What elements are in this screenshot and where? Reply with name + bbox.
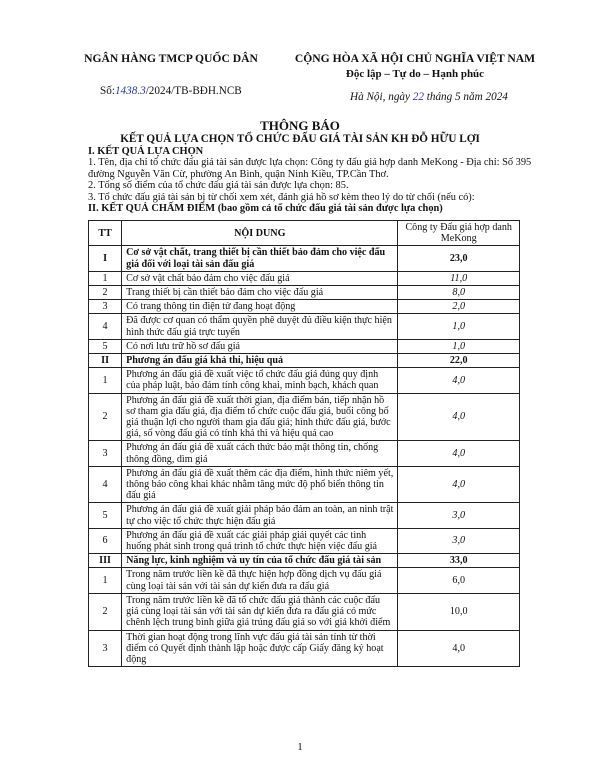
row-score: 8,0 (398, 286, 520, 300)
table-row (89, 339, 520, 353)
doc-number-prefix: Số: (100, 85, 115, 97)
table-body (89, 246, 520, 667)
row-number: 1 (89, 271, 122, 285)
table-row (89, 300, 520, 314)
row-number: 5 (89, 503, 122, 528)
date-suffix: tháng 5 năm 2024 (426, 91, 508, 103)
table-row (89, 568, 520, 593)
row-content: Có nơi lưu trữ hồ sơ đấu giá (122, 339, 398, 353)
row-number: II (89, 354, 122, 368)
row-content: Đã được cơ quan có thẩm quyền phê duyệt đủ điều kiện thực hiện hình thức đấu giá trực tuyến (122, 314, 398, 339)
table-header-row (89, 221, 520, 246)
row-score: 3,0 (398, 503, 520, 528)
row-content: Cơ sở vật chất, trang thiết bị cần thiết bảo đảm cho việc đấu giá đối với loại tài sản đấu giá (122, 246, 398, 271)
row-score: 22,0 (398, 354, 520, 368)
date-day-handwritten: 22 (412, 91, 424, 103)
section-heading: I. KẾT QUẢ LỰA CHỌN (88, 146, 204, 157)
score-table (88, 220, 520, 667)
row-number: 3 (89, 630, 122, 667)
row-score: 6,0 (398, 568, 520, 593)
row-number: 5 (89, 339, 122, 353)
column-header-content: NỘI DUNG (122, 221, 398, 246)
row-number: 4 (89, 466, 122, 503)
table-row (89, 593, 520, 630)
row-score: 4,0 (398, 368, 520, 393)
table-row (89, 271, 520, 285)
section-heading: II. KẾT QUẢ CHẤM ĐIỂM (bao gồm cả tổ chức đấu giá tài sản được lựa chọn) (88, 203, 443, 215)
row-content: Trang thiết bị cần thiết bảo đảm cho việc đấu giá (122, 286, 398, 300)
document-number (100, 85, 242, 97)
row-score: 3,0 (398, 528, 520, 553)
row-score: 11,0 (398, 271, 520, 285)
table-row (89, 368, 520, 393)
table-row (89, 466, 520, 503)
doc-number-suffix: /2024/TB-BĐH.NCB (145, 85, 242, 97)
document-title: THÔNG BÁO (260, 118, 340, 133)
column-header-tt: TT (89, 221, 122, 246)
row-number: 3 (89, 300, 122, 314)
row-number: 4 (89, 314, 122, 339)
paragraph: 2. Tổng số điểm của tổ chức đấu giá tài sản được lựa chọn: 85. (88, 180, 349, 192)
row-content: Phương án đấu giá đề xuất các giải pháp giải quyết các tình huống phát sinh trong quá trình tổ chức thực hiện việc đấu giá (122, 528, 398, 553)
doc-number-handwritten: 1438.3 (114, 85, 146, 97)
row-number: I (89, 246, 122, 271)
issue-date (350, 91, 508, 103)
paragraph: 3. Tổ chức đấu giá tài sản bị từ chối xem xét, đánh giá hồ sơ kèm theo lý do từ chối (nếu có): (88, 191, 475, 203)
row-number: 6 (89, 528, 122, 553)
country-name: CỘNG HÒA XÃ HỘI CHỦ NGHĨA VIỆT NAM (294, 52, 536, 65)
column-header-score: Công ty Đấu giá hợp danh MeKong (398, 221, 520, 246)
row-content: Phương án đấu giá đề xuất cách thức bảo mật thông tin, chống thông đồng, dìm giá (122, 441, 398, 466)
row-number: 1 (89, 568, 122, 593)
row-score: 2,0 (398, 300, 520, 314)
row-score: 4,0 (398, 441, 520, 466)
row-content: Có trang thông tin điện tử đang hoạt động (122, 300, 398, 314)
national-motto: Độc lập – Tự do – Hạnh phúc (345, 68, 485, 80)
table-row (89, 441, 520, 466)
row-number: 2 (89, 393, 122, 441)
page-number: 1 (297, 741, 303, 753)
date-prefix: Hà Nội, ngày (350, 91, 410, 103)
row-content: Cơ sở vật chất bảo đảm cho việc đấu giá (122, 271, 398, 285)
paragraph: 1. Tên, địa chỉ tổ chức đấu giá tài sản được lựa chọn: Công ty đấu giá hợp danh MeKong - Địa chỉ: Số 395 đường Nguyễn Văn Cừ, phường An Bình, quận Ninh Kiều, TP.Cần Thơ. (88, 157, 532, 180)
national-header (286, 52, 544, 80)
row-content: Phương án đấu giá đề xuất thêm các địa điểm, hình thức niêm yết, thông báo công khai khác nhằm tăng mức độ phổ biến thông tin đấu giá (122, 466, 398, 503)
table-section-row (89, 554, 520, 568)
row-score: 4,0 (398, 393, 520, 441)
row-score: 33,0 (398, 554, 520, 568)
document-body (88, 146, 536, 214)
table-row (89, 286, 520, 300)
table-section-row (89, 354, 520, 368)
row-content: Phương án đấu giá đề xuất thời gian, địa điểm bán, tiếp nhận hồ sơ tham gia đấu giá, địa điểm tổ chức cuộc đấu giá, buổi công bố giá thuận lợi cho người tham gia đấu giá; hình thức đấu giá, bước giá, số vòng đấu giá có tính khả thi và hiệu quả cao (122, 393, 398, 441)
row-number: 2 (89, 593, 122, 630)
row-score: 23,0 (398, 246, 520, 271)
table-row (89, 314, 520, 339)
row-number: 1 (89, 368, 122, 393)
table-row (89, 503, 520, 528)
row-number: 2 (89, 286, 122, 300)
row-content: Trong năm trước liền kề đã thực hiện hợp đồng dịch vụ đấu giá cùng loại tài sản với tài sản dự kiến đưa ra đấu giá (122, 568, 398, 593)
row-content: Phương án đấu giá đề xuất việc tổ chức đấu giá đúng quy định của pháp luật, bảo đảm tính công khai, minh bạch, khách quan (122, 368, 398, 393)
table-row (89, 528, 520, 553)
table-row (89, 393, 520, 441)
bank-name: NGÂN HÀNG TMCP QUỐC DÂN (84, 52, 258, 65)
row-score: 4,0 (398, 466, 520, 503)
row-content: Trong năm trước liền kề đã tổ chức đấu giá thành các cuộc đấu giá cùng loại tài sản với tài sản dự kiến đưa ra đấu giá có mức chênh lệch trung bình giữa giá trúng đấu giá so với giá khởi điểm (122, 593, 398, 630)
row-number: III (89, 554, 122, 568)
table-section-row (89, 246, 520, 271)
row-score: 4,0 (398, 630, 520, 667)
row-content: Phương án đấu giá đề xuất giải pháp bảo đảm an toàn, an ninh trật tự cho việc tổ chức thực hiện đấu giá (122, 503, 398, 528)
row-content: Năng lực, kinh nghiệm và uy tín của tổ chức đấu giá tài sản (122, 554, 398, 568)
document-subtitle: KẾT QUẢ LỰA CHỌN TỔ CHỨC ĐẤU GIÁ TÀI SẢN KH ĐỖ HỮU LỢI (120, 133, 480, 145)
row-score: 1,0 (398, 314, 520, 339)
row-score: 1,0 (398, 339, 520, 353)
row-content: Phương án đấu giá khả thi, hiệu quả (122, 354, 398, 368)
row-content: Thời gian hoạt động trong lĩnh vực đấu giá tài sản tính từ thời điểm có Quyết định thành lập hoặc được cấp Giấy đăng ký hoạt động (122, 630, 398, 667)
table-row (89, 630, 520, 667)
row-score: 10,0 (398, 593, 520, 630)
row-number: 3 (89, 441, 122, 466)
